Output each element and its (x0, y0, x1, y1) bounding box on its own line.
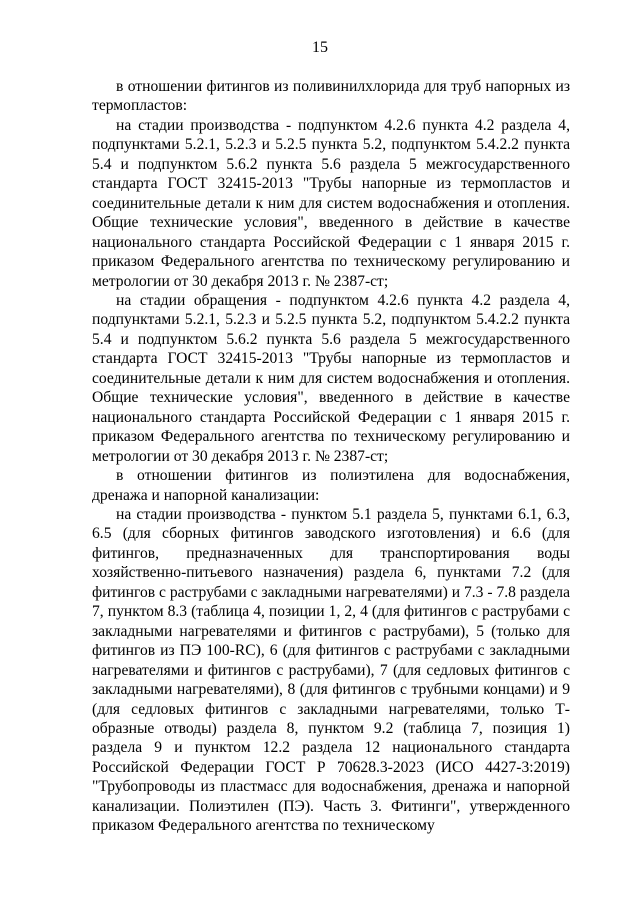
page-number: 15 (312, 39, 328, 56)
paragraph-pvc-fittings-heading: в отношении фитингов из поливинилхлорида для труб напорных из термопластов: (92, 78, 570, 115)
paragraph-pe-production-stage: на стадии производства - пунктом 5.1 раздела 5, пунктами 6.1, 6.3, 6.5 (для сборных фитингов заводского изготовления) и 6.6 (для фитингов, предназначенных для транспортирования воды хозяйственно-питьевого назначения) раздела 6, пунктами 7.2 (для фитингов с раструбами с закладными нагревателями) и 7.3 - 7.8 раздела 7, пунктом 8.3 (таблица 4, позиции 1, 2, 4 (для фитингов с раструбами с закладными нагревателями и фитингов с раструбами), 5 (только для фитингов из ПЭ 100-RC), 6 (для фитингов с раструбами с закладными нагревателями и фитингов с раструбами), 7 (для седловых фитингов с закладными нагревателями), 8 (для фитингов с трубными концами) и 9 (для седловых фитингов с закладными нагревателями, только Т-образные отводы) раздела 8, пунктом 9.2 (таблица 7, позиция 1) раздела 9 и пунктом 12.2 раздела 12 национального стандарта Российской Федерации ГОСТ Р 70628.3-2023 (ИСО 4427-3:2019) "Трубопроводы из пластмасс для водоснабжения, дренажа и напорной канализации. Полиэтилен (ПЭ). Часть 3. Фитинги", утвержденного приказом Федерального агентства по техническому (92, 505, 570, 835)
paragraph-pe-fittings-heading: в отношении фитингов из полиэтилена для водоснабжения, дренажа и напорной канализации: (92, 467, 570, 504)
document-body (92, 77, 570, 836)
paragraph-pvc-production-stage: на стадии производства - подпунктом 4.2.6 пункта 4.2 раздела 4, подпунктами 5.2.1, 5.2.3 и 5.2.5 пункта 5.2, подпунктом 5.4.2.2 пункта 5.4 и подпунктом 5.6.2 пункта 5.6 раздела 5 межгосударственного стандарта ГОСТ 32415-2013 "Трубы напорные из термопластов и соединительные детали к ним для систем водоснабжения и отопления. Общие технические условия", введенного в действие в качестве национального стандарта Российской Федерации с 1 января 2015 г. приказом Федерального агентства по техническому регулированию и метрологии от 30 декабря 2013 г. № 2387-ст; (92, 116, 570, 290)
paragraph-pvc-circulation-stage: на стадии обращения - подпунктом 4.2.6 пункта 4.2 раздела 4, подпунктами 5.2.1, 5.2.3 и 5.2.5 пункта 5.2, подпунктом 5.4.2.2 пункта 5.4 и подпунктом 5.6.2 пункта 5.6 раздела 5 межгосударственного стандарта ГОСТ 32415-2013 "Трубы напорные из термопластов и соединительные детали к ним для систем водоснабжения и отопления. Общие технические условия", введенного в действие в качестве национального стандарта Российской Федерации с 1 января 2015 г. приказом Федерального агентства по техническому регулированию и метрологии от 30 декабря 2013 г. № 2387-ст; (92, 291, 570, 465)
